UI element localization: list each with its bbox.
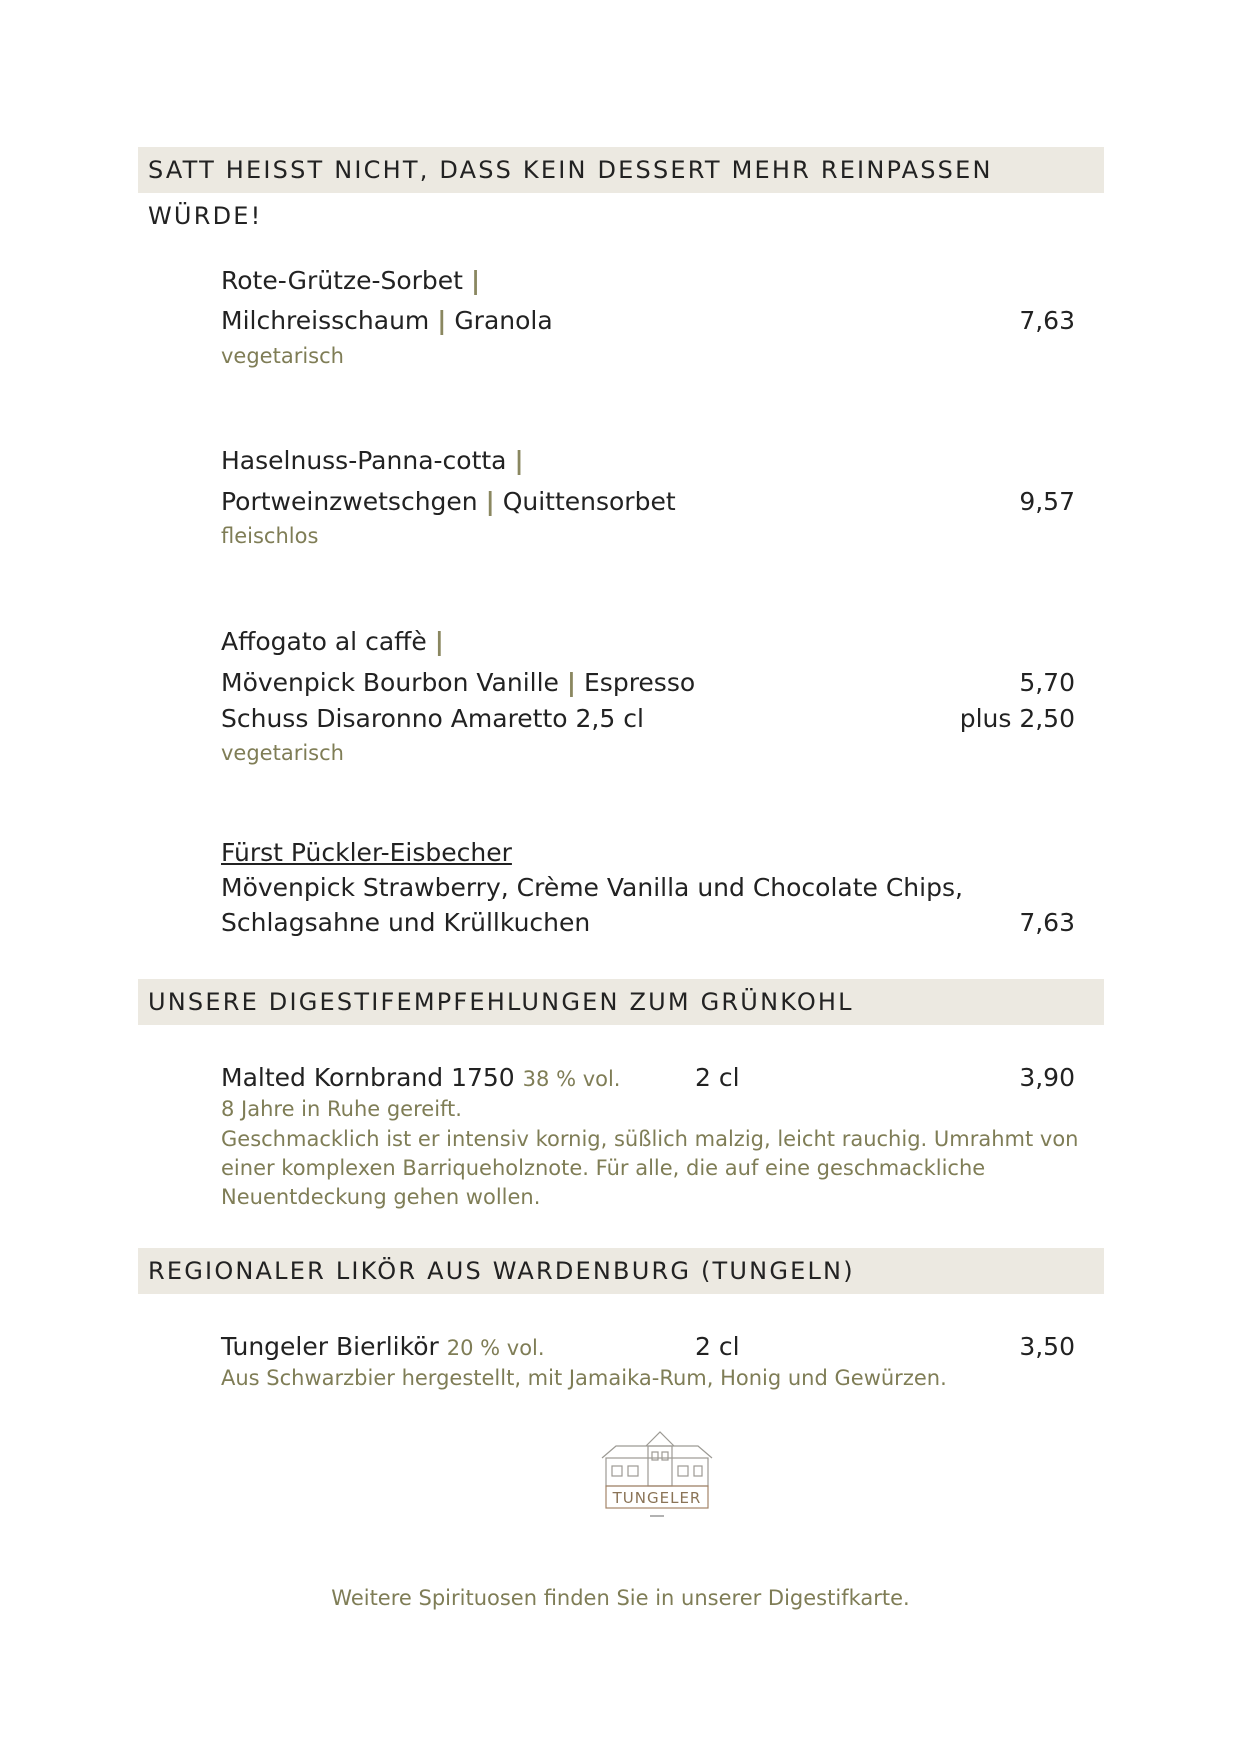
footer-note: Weitere Spirituosen finden Sie in unserer Digestifkarte. [331, 1586, 910, 1610]
separator: | [437, 306, 447, 335]
house-logo-icon [598, 1428, 716, 1528]
dessert1-line1-text: Rote-Grütze-Sorbet [221, 266, 463, 295]
dessert3-line1 [221, 627, 444, 657]
dessert1-line2 [221, 306, 553, 336]
digestif1-vol: 38 % vol. [522, 1067, 621, 1091]
section-header-desserts: SATT HEISST NICHT, DASS KEIN DESSERT MEHR REINPASSEN WÜRDE! [138, 147, 1104, 193]
dessert2-line2b: Quittensorbet [502, 487, 676, 516]
dessert2-line2 [221, 487, 676, 517]
dessert2-line2a: Portweinzwetschgen [221, 487, 478, 516]
digestif1-note4: Neuentdeckung gehen wollen. [221, 1185, 541, 1209]
digestif1-price: 3,90 [1019, 1063, 1075, 1092]
liqueur1-note: Aus Schwarzbier hergestellt, mit Jamaika-Rum, Honig und Gewürzen. [221, 1366, 947, 1390]
section-header-liqueur: REGIONALER LIKÖR AUS WARDENBURG (TUNGELN) [138, 1248, 1104, 1294]
dessert2-price: 9,57 [1019, 487, 1075, 516]
liqueur1-name-line [221, 1332, 545, 1363]
dessert3-line1-text: Affogato al caffè [221, 627, 427, 656]
separator: | [434, 627, 444, 656]
dessert2-line1 [221, 446, 524, 476]
dessert3-line2 [221, 668, 695, 698]
separator: | [470, 266, 481, 295]
dessert1-line2a: Milchreisschaum [221, 306, 430, 335]
dessert3-line2b: Espresso [584, 668, 696, 697]
dessert2-note: fleischlos [221, 524, 319, 548]
dessert1-note: vegetarisch [221, 344, 344, 368]
digestif1-note3: einer komplexen Barriqueholznote. Für alle, die auf eine geschmackliche [221, 1156, 986, 1180]
dessert1-price: 7,63 [1019, 306, 1075, 335]
dessert3-line2a: Mövenpick Bourbon Vanille [221, 668, 559, 697]
dessert1-line1 [221, 266, 480, 296]
digestif1-name: Malted Kornbrand 1750 [221, 1063, 515, 1092]
separator: | [566, 668, 577, 697]
liqueur1-price: 3,50 [1019, 1332, 1075, 1361]
separator: | [485, 487, 495, 516]
liqueur1-vol: 20 % vol. [446, 1336, 545, 1360]
dessert3-note: vegetarisch [221, 741, 344, 765]
digestif1-note1: 8 Jahre in Ruhe gereift. [221, 1097, 462, 1121]
logo-text: TUNGELER [612, 1489, 702, 1507]
dessert2-line1-text: Haselnuss-Panna-cotta [221, 446, 507, 475]
dessert3-line3: Schuss Disaronno Amaretto 2,5 cl [221, 704, 644, 733]
digestif1-note2: Geschmacklich ist er intensiv kornig, süßlich malzig, leicht rauchig. Umrahmt von [221, 1127, 1079, 1151]
section-header-digestif: UNSERE DIGESTIFEMPFEHLUNGEN ZUM GRÜNKOHL [138, 979, 1104, 1025]
digestif1-name-line [221, 1063, 620, 1094]
dessert1-line2b: Granola [454, 306, 553, 335]
liqueur1-qty: 2 cl [695, 1332, 740, 1361]
digestif1-qty: 2 cl [695, 1063, 740, 1092]
dessert4-title: Fürst Pückler-Eisbecher [221, 838, 512, 867]
dessert4-price: 7,63 [1019, 908, 1075, 937]
dessert4-line2: Mövenpick Strawberry, Crème Vanilla und Chocolate Chips, [221, 873, 963, 902]
dessert4-line3: Schlagsahne und Krüllkuchen [221, 908, 591, 937]
dessert3-price: 5,70 [1019, 668, 1075, 697]
separator: | [514, 446, 524, 475]
liqueur1-name: Tungeler Bierlikör [221, 1332, 439, 1361]
dessert3-price3: plus 2,50 [959, 704, 1075, 733]
